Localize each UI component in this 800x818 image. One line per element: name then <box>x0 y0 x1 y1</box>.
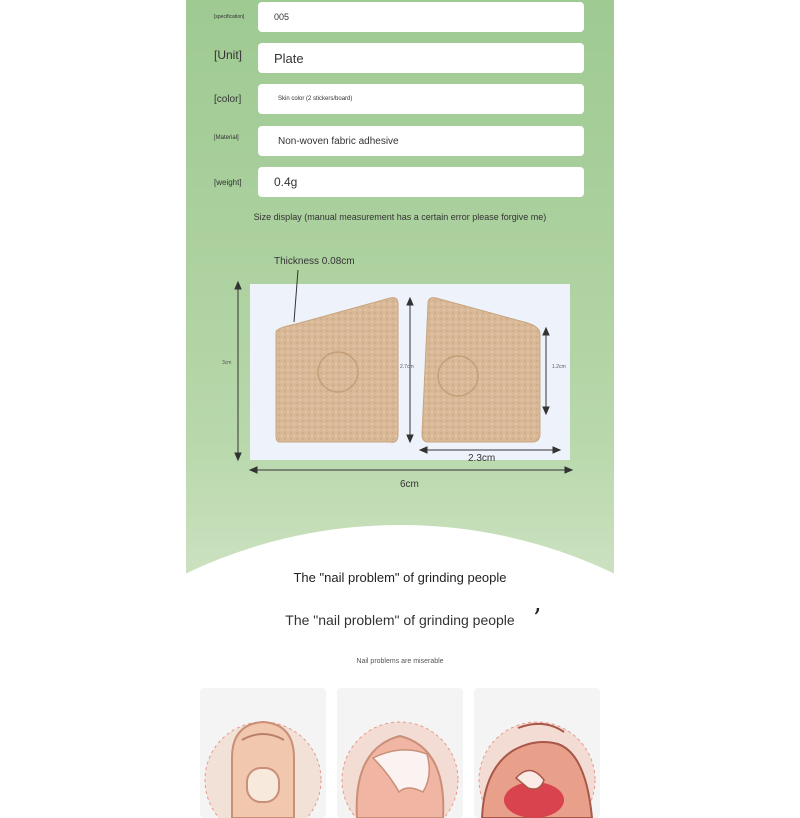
section-title: The "nail problem" of grinding people <box>293 570 507 585</box>
spec-value-weight: 0.4g <box>258 167 584 197</box>
total-width-label: 6cm <box>400 479 419 490</box>
dimension-lines <box>186 0 614 500</box>
spec-value-material: Non-woven fabric adhesive <box>258 126 584 156</box>
spec-key-specification: [specification] <box>214 14 245 20</box>
height-right-label: 1.2cm <box>552 364 566 370</box>
height-middle-label: 2.7cm <box>400 364 414 370</box>
thickness-label: Thickness 0.08cm <box>274 256 355 267</box>
spec-key-weight: [weight] <box>214 177 242 187</box>
nail-problem-card-3 <box>474 688 600 818</box>
height-left-label: 3cm <box>222 360 232 366</box>
section-title-repeat: The "nail problem" of grinding people <box>285 612 515 628</box>
spec-key-material: [Material] <box>214 135 239 141</box>
piece-width-label: 2.3cm <box>468 453 496 464</box>
spec-value-color: Skin color (2 stickers/board) <box>258 84 584 114</box>
ingrown-nail-illustration <box>337 688 463 818</box>
size-display-caption: Size display (manual measurement has a certain error please forgive me) <box>253 212 547 222</box>
spec-value-unit: Plate <box>258 43 584 73</box>
infected-nail-illustration <box>474 688 600 818</box>
nail-problem-card-2 <box>337 688 463 818</box>
product-detail-panel <box>186 0 614 800</box>
toe-nail-illustration <box>200 688 326 818</box>
decorative-quote-mark: ’ <box>533 604 542 634</box>
section-subtitle: Nail problems are miserable <box>356 658 444 665</box>
spec-key-color: [color] <box>214 93 242 105</box>
spec-value-specification: 005 <box>258 2 584 32</box>
nail-problem-card-1 <box>200 688 326 818</box>
spec-key-unit: [Unit] <box>214 48 243 62</box>
